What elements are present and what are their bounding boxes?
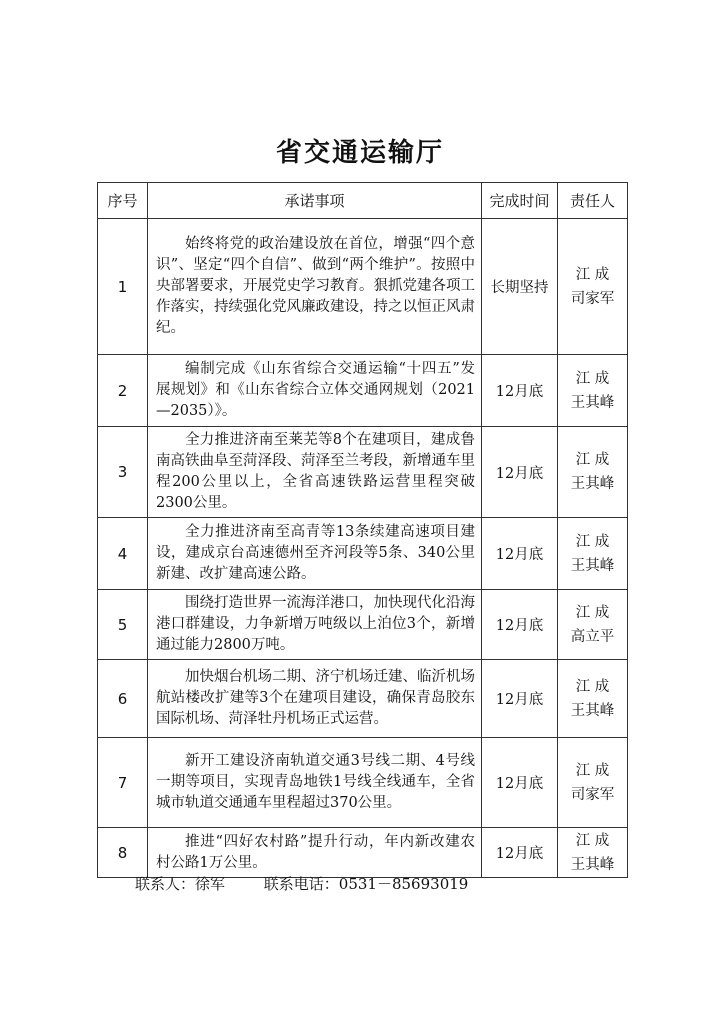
row-responsible <box>558 518 628 590</box>
row-time: 12月底 <box>482 660 558 738</box>
table-row <box>98 738 628 828</box>
row-seq: 4 <box>98 518 148 590</box>
row-seq: 1 <box>98 219 148 355</box>
table-row <box>98 660 628 738</box>
responsible-name: 王其峰 <box>570 557 615 574</box>
document-title: 省交通运输厅 <box>275 138 444 168</box>
responsible-name: 江 成 <box>575 832 610 849</box>
row-time: 长期坚持 <box>482 219 558 355</box>
row-responsible <box>558 355 628 427</box>
row-item: 新开工建设济南轨道交通3号线二期、4号线一期等项目，实现青岛地铁1号线全线通车，全省城市轨道交通通车里程超过370公里。 <box>148 738 482 828</box>
responsible-name: 高立平 <box>570 628 615 645</box>
row-item: 加快烟台机场二期、济宁机场迁建、临沂机场航站楼改扩建等3个在建项目建设，确保青岛胶东国际机场、菏泽牡丹机场正式运营。 <box>148 660 482 738</box>
header-responsible: 责任人 <box>558 183 628 219</box>
responsible-name: 江 成 <box>575 678 610 695</box>
row-time: 12月底 <box>482 355 558 427</box>
contact-line <box>135 873 468 895</box>
row-time: 12月底 <box>482 738 558 828</box>
responsible-name: 王其峰 <box>570 702 615 719</box>
row-responsible <box>558 427 628 518</box>
row-responsible <box>558 590 628 660</box>
contact-phone: 联系电话：0531－85693019 <box>263 875 469 893</box>
header-time: 完成时间 <box>482 183 558 219</box>
row-item: 围绕打造世界一流海洋港口，加快现代化沿海港口群建设，力争新增万吨级以上泊位3个，新增通过能力2800万吨。 <box>148 590 482 660</box>
row-time: 12月底 <box>482 828 558 878</box>
row-seq: 5 <box>98 590 148 660</box>
table-row <box>98 219 628 355</box>
responsible-name: 江 成 <box>575 533 610 550</box>
table-row <box>98 590 628 660</box>
responsible-name: 王其峰 <box>570 394 615 411</box>
table-row <box>98 828 628 878</box>
table-row <box>98 518 628 590</box>
row-seq: 6 <box>98 660 148 738</box>
row-time: 12月底 <box>482 427 558 518</box>
table-header-row <box>98 183 628 219</box>
row-seq: 2 <box>98 355 148 427</box>
table-row <box>98 355 628 427</box>
responsible-name: 司家军 <box>570 290 615 307</box>
row-responsible <box>558 738 628 828</box>
responsible-name: 王其峰 <box>570 476 615 492</box>
row-responsible <box>558 219 628 355</box>
row-item: 始终将党的政治建设放在首位，增强“四个意识”、坚定“四个自信”、做到“两个维护”。按照中央部署要求，开展党史学习教育。狠抓党建各项工作落实，持续强化党风廉政建设，持之以恒正风肃纪。 <box>148 219 482 355</box>
header-seq: 序号 <box>98 183 148 219</box>
responsible-name: 江 成 <box>575 762 610 779</box>
row-item: 推进“四好农村路”提升行动，年内新改建农村公路1万公里。 <box>148 828 482 878</box>
row-item: 编制完成《山东省综合交通运输“十四五”发展规划》和《山东省综合立体交通网规划（2021—2035）》。 <box>148 355 482 427</box>
row-item: 全力推进济南至莱芜等8个在建项目，建成鲁南高铁曲阜至菏泽段、菏泽至兰考段，新增通车里程200公里以上，全省高速铁路运营里程突破2300公里。 <box>148 427 482 518</box>
row-time: 12月底 <box>482 590 558 660</box>
responsible-name: 王其峰 <box>570 856 615 873</box>
responsible-name: 司家军 <box>570 786 615 803</box>
header-item: 承诺事项 <box>148 183 482 219</box>
responsible-name: 江 成 <box>575 604 610 621</box>
row-item: 全力推进济南至高青等13条续建高速项目建设，建成京台高速德州至齐河段等5条、340公里新建、改扩建高速公路。 <box>148 518 482 590</box>
row-responsible <box>558 660 628 738</box>
contact-person: 联系人：徐军 <box>135 875 226 893</box>
commitment-table <box>97 182 628 878</box>
row-seq: 8 <box>98 828 148 878</box>
responsible-name: 江 成 <box>575 370 610 387</box>
responsible-name: 江 成 <box>575 452 610 468</box>
row-time: 12月底 <box>482 518 558 590</box>
row-responsible <box>558 828 628 878</box>
row-seq: 7 <box>98 738 148 828</box>
table-row <box>98 427 628 518</box>
row-seq: 3 <box>98 427 148 518</box>
responsible-name: 江 成 <box>575 266 610 283</box>
